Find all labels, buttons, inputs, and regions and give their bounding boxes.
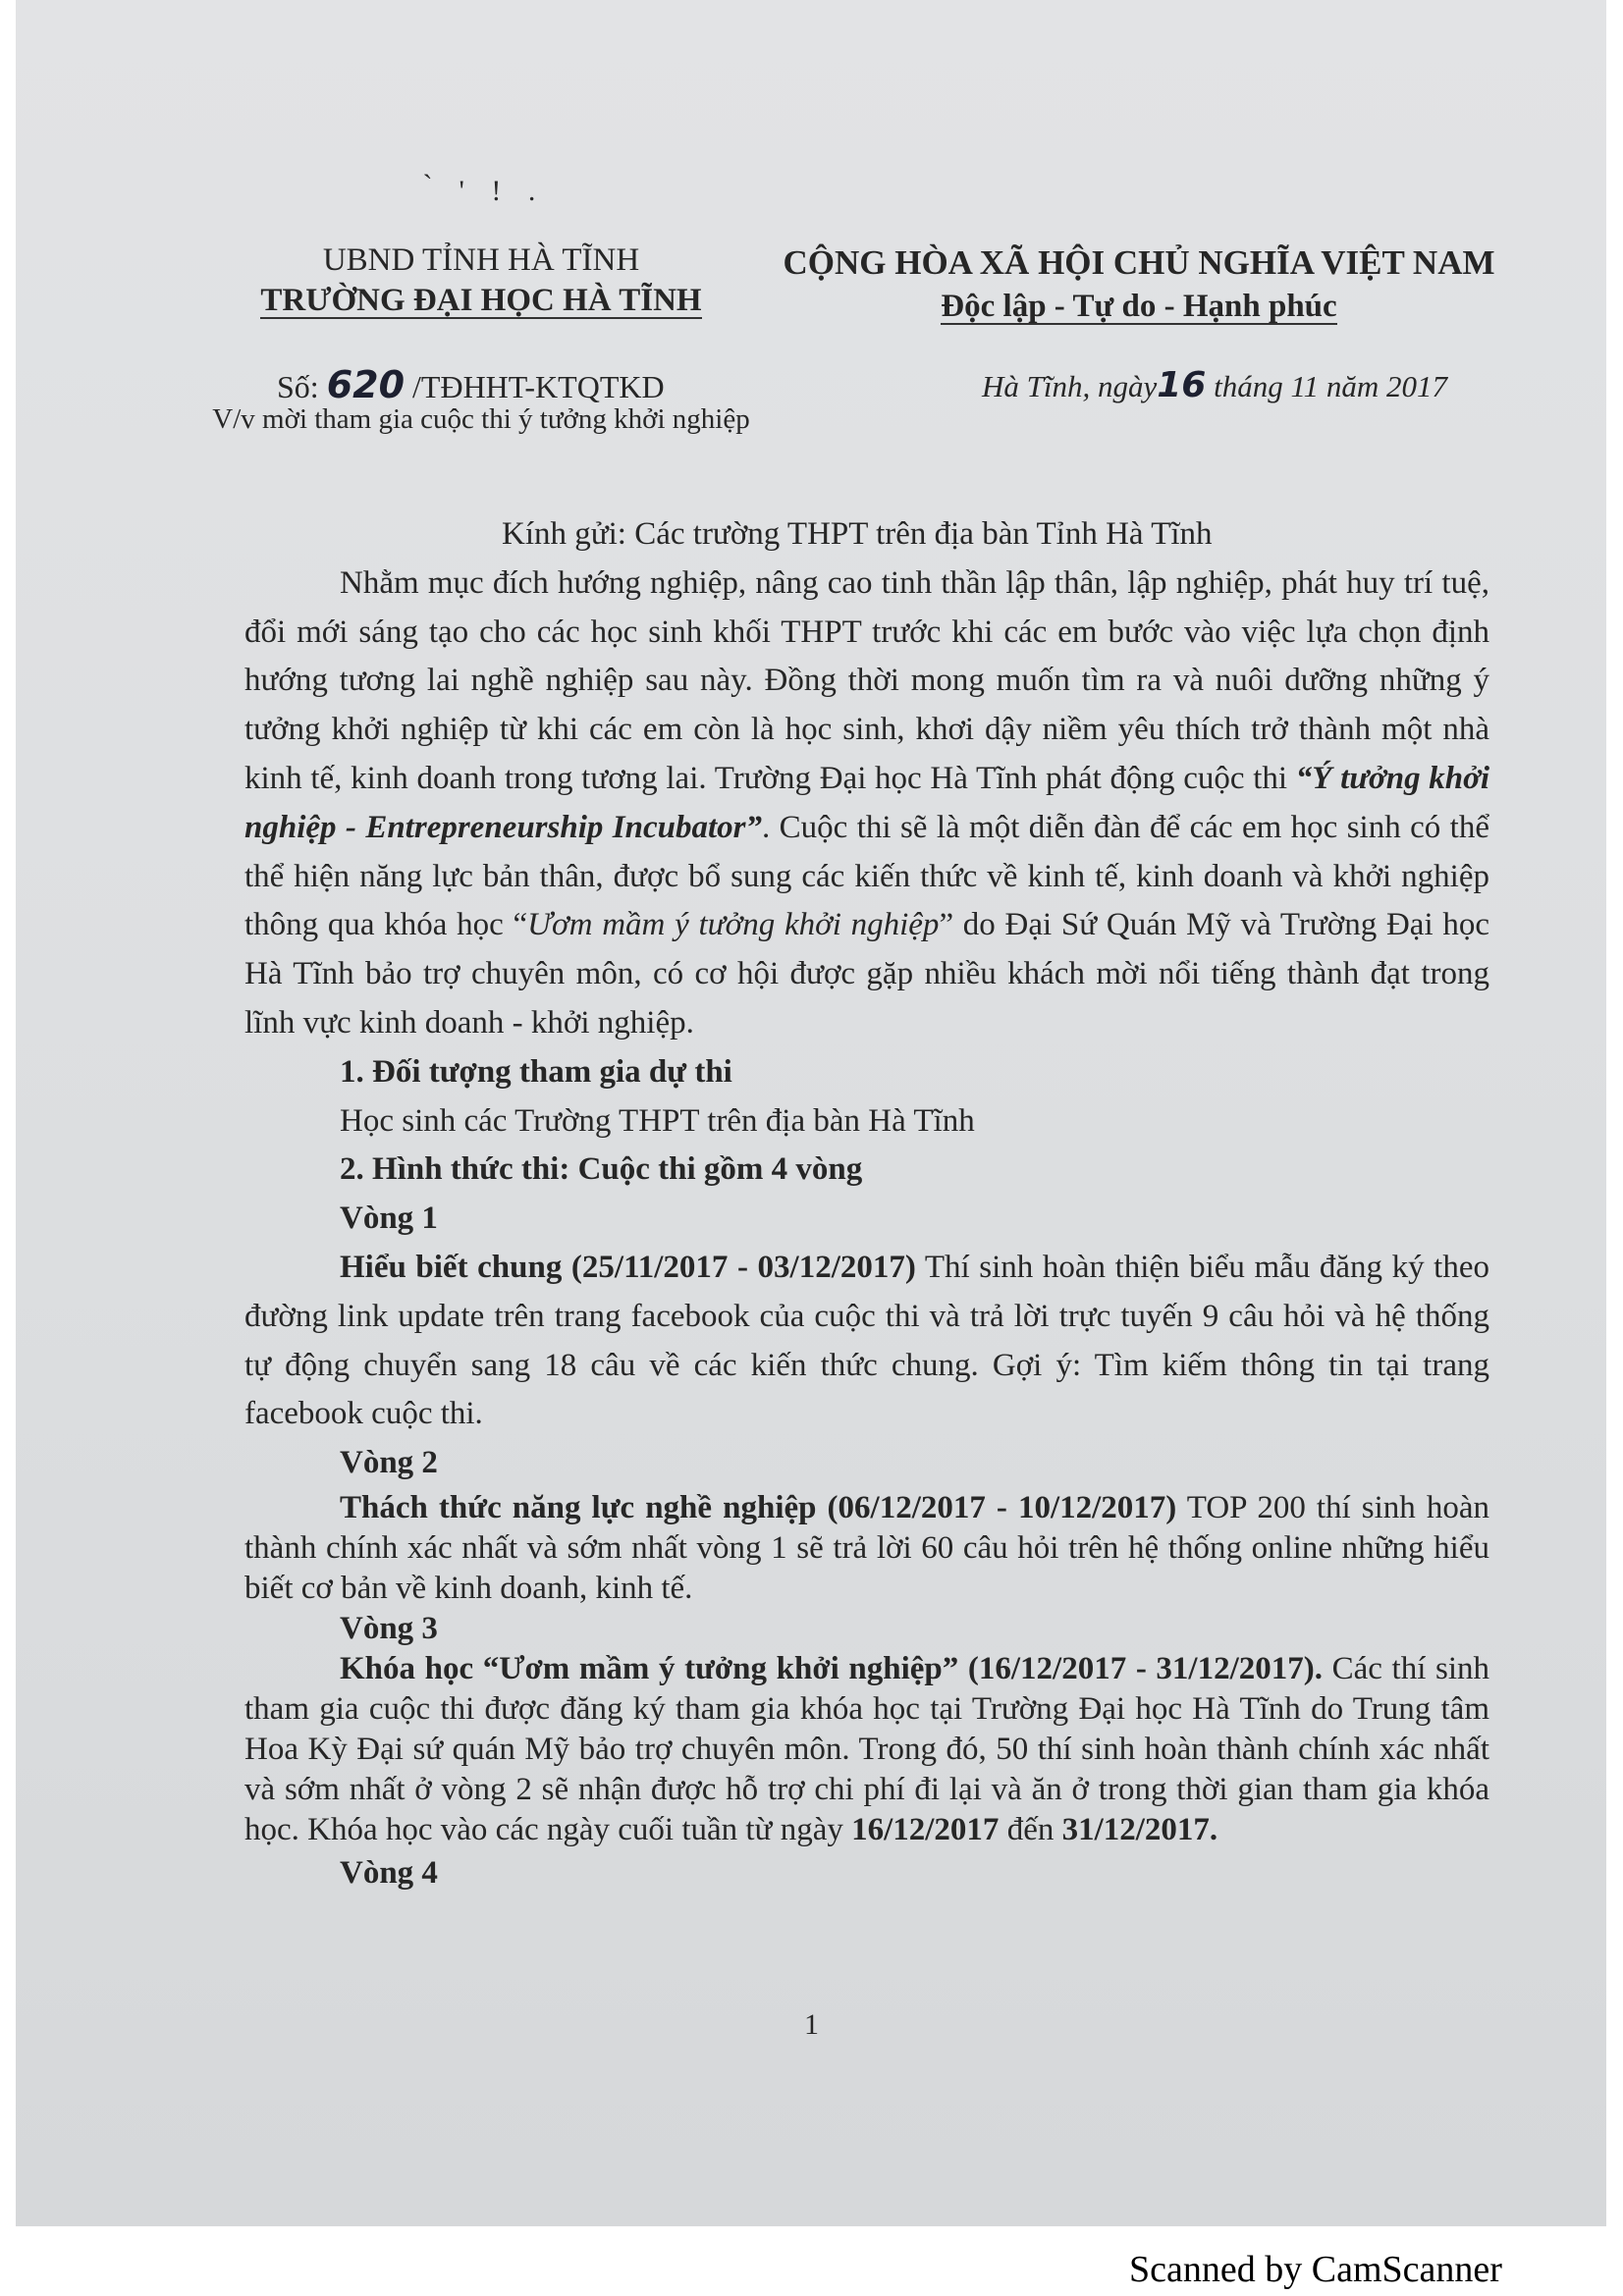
- section-2-heading: 2. Hình thức thi: Cuộc thi gồm 4 vòng: [340, 1151, 863, 1188]
- org-line-2: TRƯỜNG ĐẠI HỌC HÀ TĨNH: [260, 283, 702, 318]
- org-line-1: UBND TỈNH HÀ TĨNH: [322, 242, 640, 278]
- nation-motto: Độc lập - Tự do - Hạnh phúc: [941, 289, 1337, 324]
- scanner-watermark: Scanned by CamScanner: [1129, 2249, 1502, 2290]
- round-2-paragraph: Thách thức năng lực nghề nghiệp (06/12/2017 - 10/12/2017) TOP 200 thí sinh hoàn thành chính xác nhất và sớm nhất vòng 1 sẽ trả lời 60 câu hỏi trên hệ thống online những hiểu biết cơ bản về kinh doanh, kinh tế.: [244, 1489, 1489, 1606]
- stray-marks: ̀ ' ! .: [432, 175, 546, 207]
- nation-title: CỘNG HÒA XÃ HỘI CHỦ NGHĨA VIỆT NAM: [783, 243, 1495, 282]
- round-1-label: Vòng 1: [340, 1201, 438, 1237]
- section-1-text: Học sinh các Trường THPT trên địa bàn Hà Tĩnh: [340, 1102, 975, 1139]
- round-1-paragraph: Hiểu biết chung (25/11/2017 - 03/12/2017) Thí sinh hoàn thiện biểu mẫu đăng ký theo đường link update trên trang facebook của cuộc thi và trả lời trực tuyến 9 câu hỏi và hệ thống tự động chuyển sang 18 câu về các kiến thức chung. Gợi ý: Tìm kiếm thông tin tại trang facebook cuộc thi.: [244, 1249, 1489, 1432]
- round-2-label: Vòng 2: [340, 1445, 438, 1481]
- round-4-label: Vòng 4: [340, 1854, 438, 1891]
- intro-paragraph: Nhằm mục đích hướng nghiệp, nâng cao tinh thần lập thân, lập nghiệp, phát huy trí tuệ, đổi mới sáng tạo cho các học sinh khối THPT trước khi các em bước vào việc lựa chọn định hướng tương lai nghề nghiệp sau này. Đồng thời mong muốn tìm ra và nuôi dưỡng những ý tưởng khởi nghiệp từ khi các em còn là học sinh, khơi dậy niềm yêu thích trở thành một nhà kinh tế, kinh doanh trong tương lai. Trường Đại học Hà Tĩnh phát động cuộc thi “Ý tưởng khởi nghiệp - Entrepreneurship Incubator”. Cuộc thi sẽ là một diễn đàn để các em học sinh có thể thể hiện năng lực bản thân, được bổ sung các kiến thức về kinh tế, kinh doanh và khởi nghiệp thông qua khóa học “Ươm mầm ý tưởng khởi nghiệp” do Đại Sứ Quán Mỹ và Trường Đại học Hà Tĩnh bảo trợ chuyên môn, có cơ hội được gặp nhiều khách mời nổi tiếng thành đạt trong lĩnh vực kinh doanh - khởi nghiệp.: [244, 564, 1489, 1041]
- recipient-line: Kính gửi: Các trường THPT trên địa bàn Tỉnh Hà Tĩnh: [502, 516, 1213, 552]
- course-name: Ươm mầm ý tưởng khởi nghiệp: [527, 907, 940, 943]
- page-number: 1: [804, 2008, 819, 2041]
- document-subject: V/v mời tham gia cuộc thi ý tưởng khởi nghiệp: [212, 403, 750, 435]
- round-3-label: Vòng 3: [340, 1610, 438, 1646]
- contest-name: “Ý tưởng khởi nghiệp - Entrepreneurship Incubator”: [244, 760, 1489, 845]
- document-number: Số: 620 /TĐHHT-KTQTKD: [277, 363, 665, 406]
- handwritten-day: 16: [1157, 365, 1207, 405]
- document-date: Hà Tĩnh, ngày16 tháng 11 năm 2017: [982, 365, 1448, 405]
- section-1-heading: 1. Đối tượng tham gia dự thi: [340, 1053, 732, 1090]
- handwritten-number: 620: [326, 363, 406, 406]
- round-3-paragraph: Khóa học “Ươm mầm ý tưởng khởi nghiệp” (16/12/2017 - 31/12/2017). Các thí sinh tham gia cuộc thi được đăng ký tham gia khóa học tại Trường Đại học Hà Tĩnh do Trung tâm Hoa Kỳ Đại sứ quán Mỹ bảo trợ chuyên môn. Trong đó, 50 thí sinh hoàn thành chính xác nhất và sớm nhất ở vòng 2 sẽ nhận được hỗ trợ chi phí đi lại và ăn ở trong thời gian tham gia khóa học. Khóa học vào các ngày cuối tuần từ ngày 16/12/2017 đến 31/12/2017.: [244, 1650, 1489, 1847]
- letter-body: [244, 510, 1489, 1896]
